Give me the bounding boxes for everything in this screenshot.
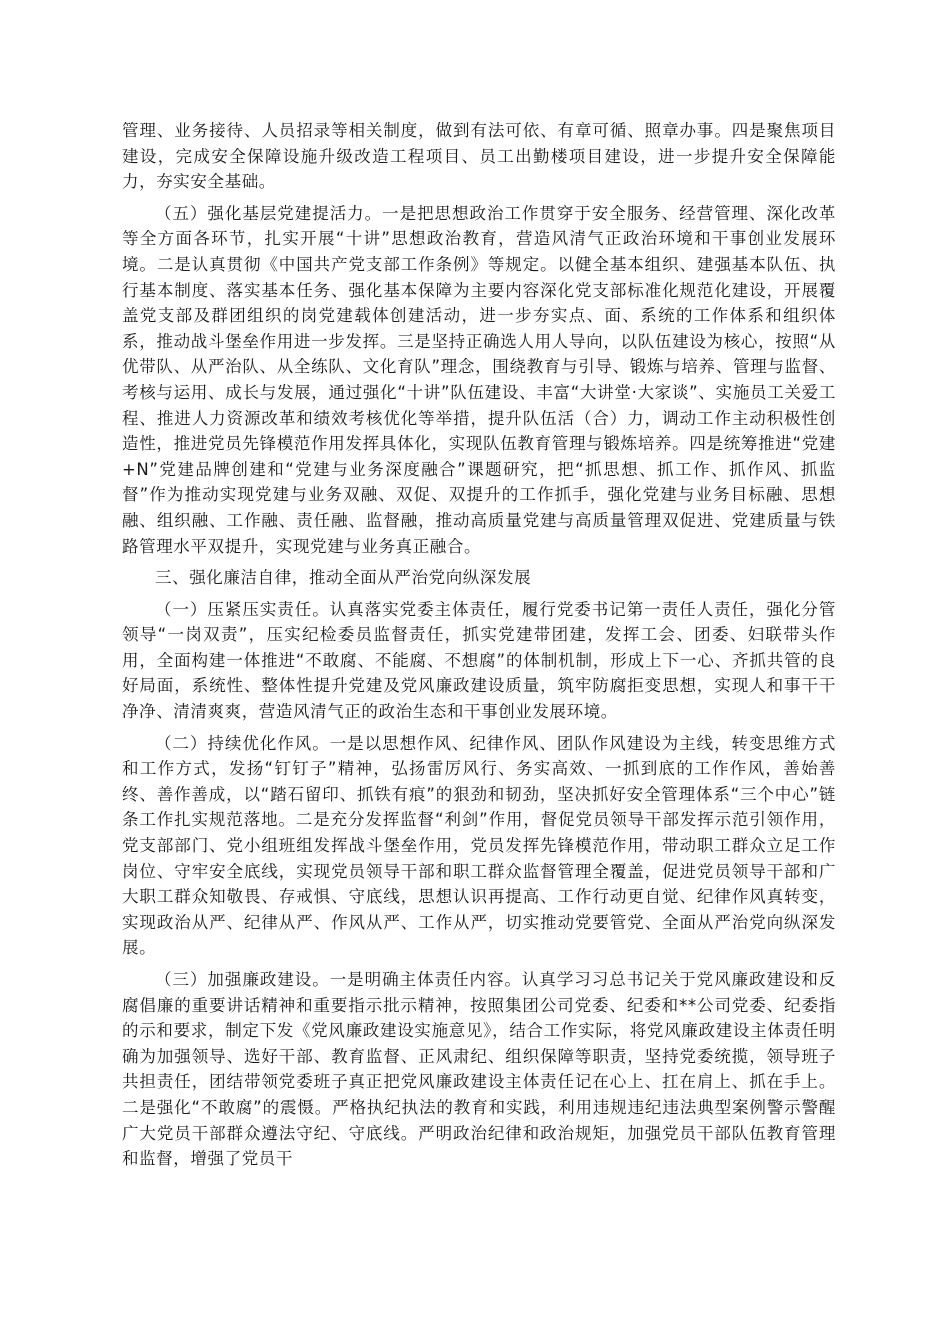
paragraph-subsection-3: （三）加强廉政建设。一是明确主体责任内容。认真学习习总书记关于党风廉政建设和反腐倡廉的重要讲话精神和重要指示批示精神，按照集团公司党委、纪委和**公司党委、纪委指的示和要求，制定下发《党风廉政建设实施意见》，结合工作实际，将党风廉政建设主体责任明确为加强领导、选好干部、教育监督、正风肃纪、组织保障等职责，坚持党委统揽，领导班子共担责任，团结带领党委班子真正把党风廉政建设主体责任记在心上、扛在肩上、抓在手上。二是强化“不敢腐”的震慑。严格执纪执法的教育和实践，利用违规违纪违法典型案例警示警醒广大党员干部群众遵法守纪、守底线。严明政治纪律和政治规矩，加强党员干部队伍教育管理和监督，增强了党员干 xyxy=(122,970,836,1169)
paragraph-continuation: 管理、业务接待、人员招录等相关制度，做到有法可依、有章可循、照章办事。四是聚焦项目建设，完成安全保障设施升级改造工程项目、员工出勤楼项目建设，进一步提升安全保障能力，夯实安全基础。 xyxy=(122,121,836,192)
paragraph-section-5: （五）强化基层党建提活力。一是把思想政治工作贯穿于安全服务、经营管理、深化改革等全方面各环节，扎实开展“十讲”思想政治教育，营造风清气正政治环境和干事创业发展环境。二是认真贯彻《中国共产党支部工作条例》等规定。以健全基本组织、建强基本队伍、执行基本制度、落实基本任务、强化基本保障为主要内容深化党支部标准化规范化建设，开展覆盖党支部及群团组织的岗党建载体创建活动，进一步夯实点、面、系统的工作体系和组织体系，推动战斗堡垒作用进一步发挥。三是坚持正确选人用人导向，以队伍建设为核心，按照“从优带队、从严治队、从全练队、文化育队”理念，围绕教育与引导、锻炼与培养、管理与监督、考核与运用、成长与发展，通过强化“十讲”队伍建设、丰富“大讲堂·大家谈”、实施员工关爱工程、推进人力资源改革和绩效考核优化等举措，提升队伍活（合）力，调动工作主动积极性创造性，推进党员先锋模范作用发挥具体化，实现队伍教育管理与锻炼培养。四是统筹推进“党建+N”党建品牌创建和“党建与业务深度融合”课题研究，把“抓思想、抓工作、抓作风、抓监督”作为推动实现党建与业务双融、双促、双提升的工作抓手，强化党建与业务目标融、思想融、组织融、工作融、责任融、监督融，推动高质量党建与高质量管理双促进、党建质量与铁路管理水平双提升，实现党建与业务真正融合。 xyxy=(122,203,836,556)
section-heading-3: 三、强化廉洁自律，推动全面从严治党向纵深发展 xyxy=(155,568,532,588)
paragraph-subsection-2: （二）持续优化作风。一是以思想作风、纪律作风、团队作风建设为主线，转变思维方式和工作方式，发扬“钉钉子”精神，弘扬雷厉风行、务实高效、一抓到底的工作作风，善始善终、善作善成，以“踏石留印、抓铁有痕”的狠劲和韧劲，坚决抓好安全管理体系“三个中心”链条工作扎实规范落地。二是充分发挥监督“利剑”作用，督促党员领导干部发挥示范引领作用，党支部部门、党小组班组发挥战斗堡垒作用，党员发挥先锋模范作用，带动职工群众立足工作岗位、守牢安全底线，实现党员领导干部和职工群众监督管理全覆盖，促进党员领导干部和广大职工群众知敬畏、存戒惧、守底线，思想认识再提高、工作行动更自觉、纪律作风真转变，实现政治从严、纪律从严、作风从严、工作从严，切实推动党要管党、全面从严治党向纵深发展。 xyxy=(122,733,836,958)
paragraph-subsection-1: （一）压紧压实责任。认真落实党委主体责任，履行党委书记第一责任人责任，强化分管领导“一岗双责”，压实纪检委员监督责任，抓实党建带团建，发挥工会、团委、妇联带头作用，全面构建一体推进“不敢腐、不能腐、不想腐”的体制机制，形成上下一心、齐抓共管的良好局面，系统性、整体性提升党建及党风廉政建设质量，筑牢防腐拒变思想，实现人和事干干净净、清清爽爽，营造风清气正的政治生态和干事创业发展环境。 xyxy=(122,599,836,722)
document-page xyxy=(122,118,836,1178)
